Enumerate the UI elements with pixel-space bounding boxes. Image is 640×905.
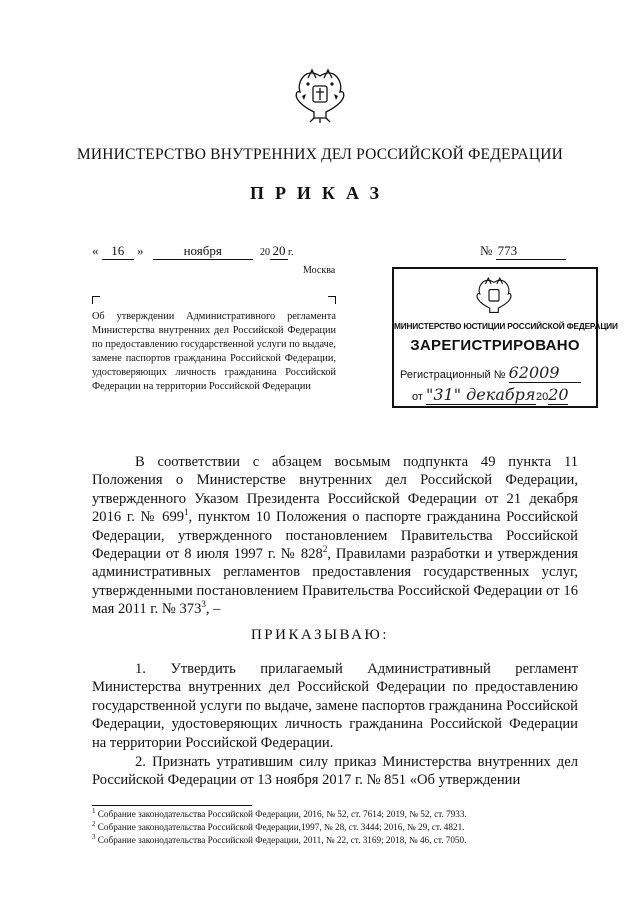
stamp-date-line [412,385,568,405]
stamp-date: "31" декабря [425,385,536,404]
stamp-year-prefix: 20 [535,391,549,403]
order-item-1: 1. Утвердить прилагаемый Административный регламент Министерства внутренних дел Российской Федерации по предоставлению государственной услуги по выдаче, замене паспортов гражданина Российской Федерации, удостоверяющих личность гражданина Российской Федерации на территории Российской Федерации. [92,661,578,751]
order-subject: Об утверждении Административного регламента Министерства внутренних дел Российской Федерации по предоставлению государственной услуги по выдаче, замене паспортов гражданина Российской Федерации, удостоверяющих личность гражданина Российской Федерации на территории Российской Федерации [92,311,336,393]
footnote-ref-3: 3 [201,599,206,610]
coat-of-arms-icon [292,66,348,124]
preamble-text-1: В соответствии с абзацем восьмым подпункта 49 пункта 11 Положения о Министерстве внутренних дел Российской Федерации, утвержденного Указом Президента Российской Федерации от 21 декабря 2016 г. № 699 [92,454,578,526]
stamp-reg-label: Регистрационный № [400,369,506,381]
footnote-text: Собрание законодательства Российской Федерации, 2016, № 52, ст. 7614; 2019, № 52, ст. 7933. [97,809,467,819]
preamble-text-3: , Правилами разработки и утверждения административных регламентов предоставления государственных услуг, утвержденными постановлением Правительства Российской Федерации от 16 мая 2011 г. № 373 [92,546,578,618]
year-abbr: г. [288,247,294,258]
stamp-year: 20 [548,385,569,404]
order-year: 20 [270,243,288,260]
order-number-line [480,243,566,260]
order-day: 16 [102,243,134,260]
footnote-2 [92,821,578,834]
footnote-num: 2 [92,820,96,829]
document-type-title: ПРИКАЗ [249,183,391,203]
footnote-1 [92,808,578,821]
stamp-ministry: МИНИСТЕРСТВО ЮСТИЦИИ РОССИЙСКОЙ ФЕДЕРАЦИИ [394,321,618,331]
footnote-text: Собрание законодательства Российской Федерации, 2011, № 22, ст. 3169; 2018, № 46, ст. 7050. [97,835,467,846]
stamp-emblem-icon [474,275,514,317]
footnotes [92,808,578,848]
subject-bracket-left [92,296,100,304]
city: Москва [303,265,336,276]
order-item-2: 2. Признать утратившим силу приказ Министерства внутренних дел Российской Федерации от 13 ноября 2017 г. № 851 «Об утверждении [92,754,578,789]
preamble-paragraph [92,453,578,619]
order-number: 773 [496,243,566,260]
footnote-ref-1: 1 [184,507,189,518]
stamp-title: ЗАРЕГИСТРИРОВАНО [410,337,580,354]
stamp-reg-number: 62009 [509,363,581,383]
subject-bracket-right [328,296,336,304]
date-line [92,243,293,260]
footnote-ref-2: 2 [322,544,328,555]
close-quote: » [137,243,144,258]
open-quote: « [92,243,99,258]
stamp-reg-line [400,363,581,383]
footnote-num: 3 [92,833,96,842]
preamble-text-2: , пунктом 10 Положения о паспорте гражданина Российской Федерации, утвержденного постановлением Правительства Российской Федерации от 8 июля 1997 г. № 828 [92,509,579,563]
preamble-text-4: , – [205,601,221,618]
footnote-text: Собрание законодательства Российской Федерации,1997, № 28, ст. 3444; 2016, № 29, ст. 4821. [97,822,465,833]
order-word: ПРИКАЗЫВАЮ: [250,627,390,643]
registration-stamp [392,267,618,408]
order-month: ноября [153,243,253,260]
number-label: № [480,243,493,258]
stamp-date-prefix: от [412,391,423,403]
footnote-num: 1 [92,806,96,815]
footnote-3 [92,834,578,847]
year-prefix: 20 [260,247,270,258]
ministry-heading: МИНИСТЕРСТВО ВНУТРЕННИХ ДЕЛ РОССИЙСКОЙ ФЕДЕРАЦИИ [76,146,564,163]
footnote-divider [92,805,252,806]
